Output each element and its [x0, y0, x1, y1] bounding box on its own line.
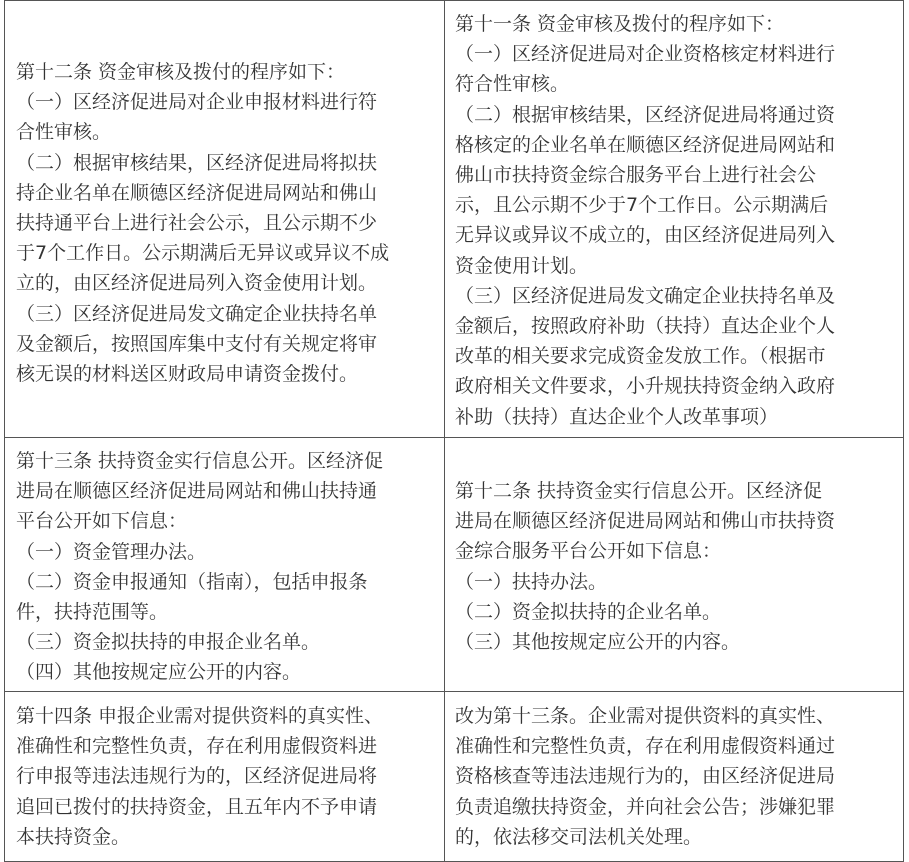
row2-new-provision-cell: [455, 476, 895, 657]
text-line: 平台公开如下信息：: [16, 510, 188, 533]
text-line: （二）根据审核结果，区经济促进局将通过资: [455, 103, 836, 126]
row1-old-provision-cell: [16, 57, 441, 389]
text-line: （一）资金管理办法。: [16, 540, 207, 563]
text-line: 负责追缴扶持资金，并向社会公告；涉嫌犯罪: [455, 795, 836, 818]
row3-new-provision-cell: [455, 701, 895, 852]
text-line: 无异议或异议不成立的，由区经济促进局列入: [455, 224, 836, 247]
text-line: （一）扶持办法。: [455, 570, 608, 593]
text-line: 示，且公示期不少于7个工作日。公示期满后: [455, 194, 829, 217]
comparison-table: [4, 0, 904, 862]
text-line: 本扶持资金。: [16, 825, 131, 848]
text-line: （四）其他按规定应公开的内容。: [16, 661, 302, 684]
text-line: 资金使用计划。: [455, 254, 589, 277]
text-line: 补助（扶持）直达企业个人改革事项）: [455, 405, 779, 428]
text-line: 的，依法移交司法机关处理。: [455, 825, 703, 848]
text-line: （一）区经济促进局对企业资格核定材料进行: [455, 43, 836, 66]
text-line: 佛山市扶持资金综合服务平台上进行社会公: [455, 164, 817, 187]
text-line: 扶持通平台上进行社会公示，且公示期不少: [16, 212, 378, 235]
text-line: 行申报等违法违规行为的，区经济促进局将: [16, 765, 378, 788]
text-line: （三）区经济促进局发文确定企业扶持名单及: [455, 284, 836, 307]
text-line: （二）资金申报通知（指南），包括申报条: [16, 570, 368, 593]
text-line: 第十一条 资金审核及拨付的程序如下：: [455, 13, 785, 35]
text-line: 持企业名单在顺德区经济促进局网站和佛山: [16, 181, 378, 204]
row-divider-1: [4, 437, 904, 438]
text-line: 第十二条 资金审核及拨付的程序如下：: [16, 61, 346, 83]
text-line: 立的，由区经济促进局列入资金使用计划。: [16, 272, 378, 295]
text-line: 改革的相关要求完成资金发放工作。（根据市: [455, 345, 826, 368]
table-border-left: [4, 0, 5, 862]
text-line: 第十四条 申报企业需对提供资料的真实性、: [16, 705, 384, 727]
text-line: （二）资金拟扶持的企业名单。: [455, 600, 722, 623]
text-line: 进局在顺德区经济促进局网站和佛山扶持通: [16, 480, 378, 503]
table-border-right: [903, 0, 904, 862]
text-line: 金额后，按照政府补助（扶持）直达企业个人: [455, 315, 836, 338]
row3-old-provision-cell: [16, 701, 441, 852]
text-line: 第十二条 扶持资金实行信息公开。区经济促: [455, 480, 823, 502]
text-line: 格核定的企业名单在顺德区经济促进局网站和: [455, 133, 836, 156]
text-line: 准确性和完整性负责，存在利用虚假资料进: [16, 735, 378, 758]
text-line: （二）根据审核结果，区经济促进局将拟扶: [16, 151, 378, 174]
text-line: 政府相关文件要求，小升规扶持资金纳入政府: [455, 375, 836, 398]
row2-old-provision-cell: [16, 446, 441, 688]
row1-new-provision-cell: [455, 9, 895, 432]
text-line: 准确性和完整性负责，存在利用虚假资料通过: [455, 735, 836, 758]
text-line: （三）区经济促进局发文确定企业扶持名单: [16, 302, 378, 325]
text-line: 资格核查等违法违规行为的，由区经济促进局: [455, 765, 836, 788]
text-line: 核无误的材料送区财政局申请资金拨付。: [16, 363, 359, 386]
text-line: 合性审核。: [16, 121, 112, 144]
text-line: 符合性审核。: [455, 73, 570, 96]
text-line: 第十三条 扶持资金实行信息公开。区经济促: [16, 450, 384, 472]
text-line: 进局在顺德区经济促进局网站和佛山市扶持资: [455, 510, 836, 533]
column-divider: [444, 0, 445, 862]
text-line: （三）其他按规定应公开的内容。: [455, 631, 741, 654]
text-line: （三）资金拟扶持的申报企业名单。: [16, 631, 321, 654]
text-line: 及金额后，按照国库集中支付有关规定将审: [16, 332, 378, 355]
text-line: 于7个工作日。公示期满后无异议或异议不成: [16, 242, 390, 265]
table-border-top: [4, 0, 904, 1]
text-line: 件，扶持范围等。: [16, 601, 169, 624]
text-line: 改为第十三条。企业需对提供资料的真实性、: [455, 705, 836, 727]
row-divider-2: [4, 691, 904, 692]
text-line: 追回已拨付的扶持资金，且五年内不予申请: [16, 795, 378, 818]
text-line: 金综合服务平台公开如下信息：: [455, 540, 722, 563]
text-line: （一）区经济促进局对企业申报材料进行符: [16, 91, 378, 114]
